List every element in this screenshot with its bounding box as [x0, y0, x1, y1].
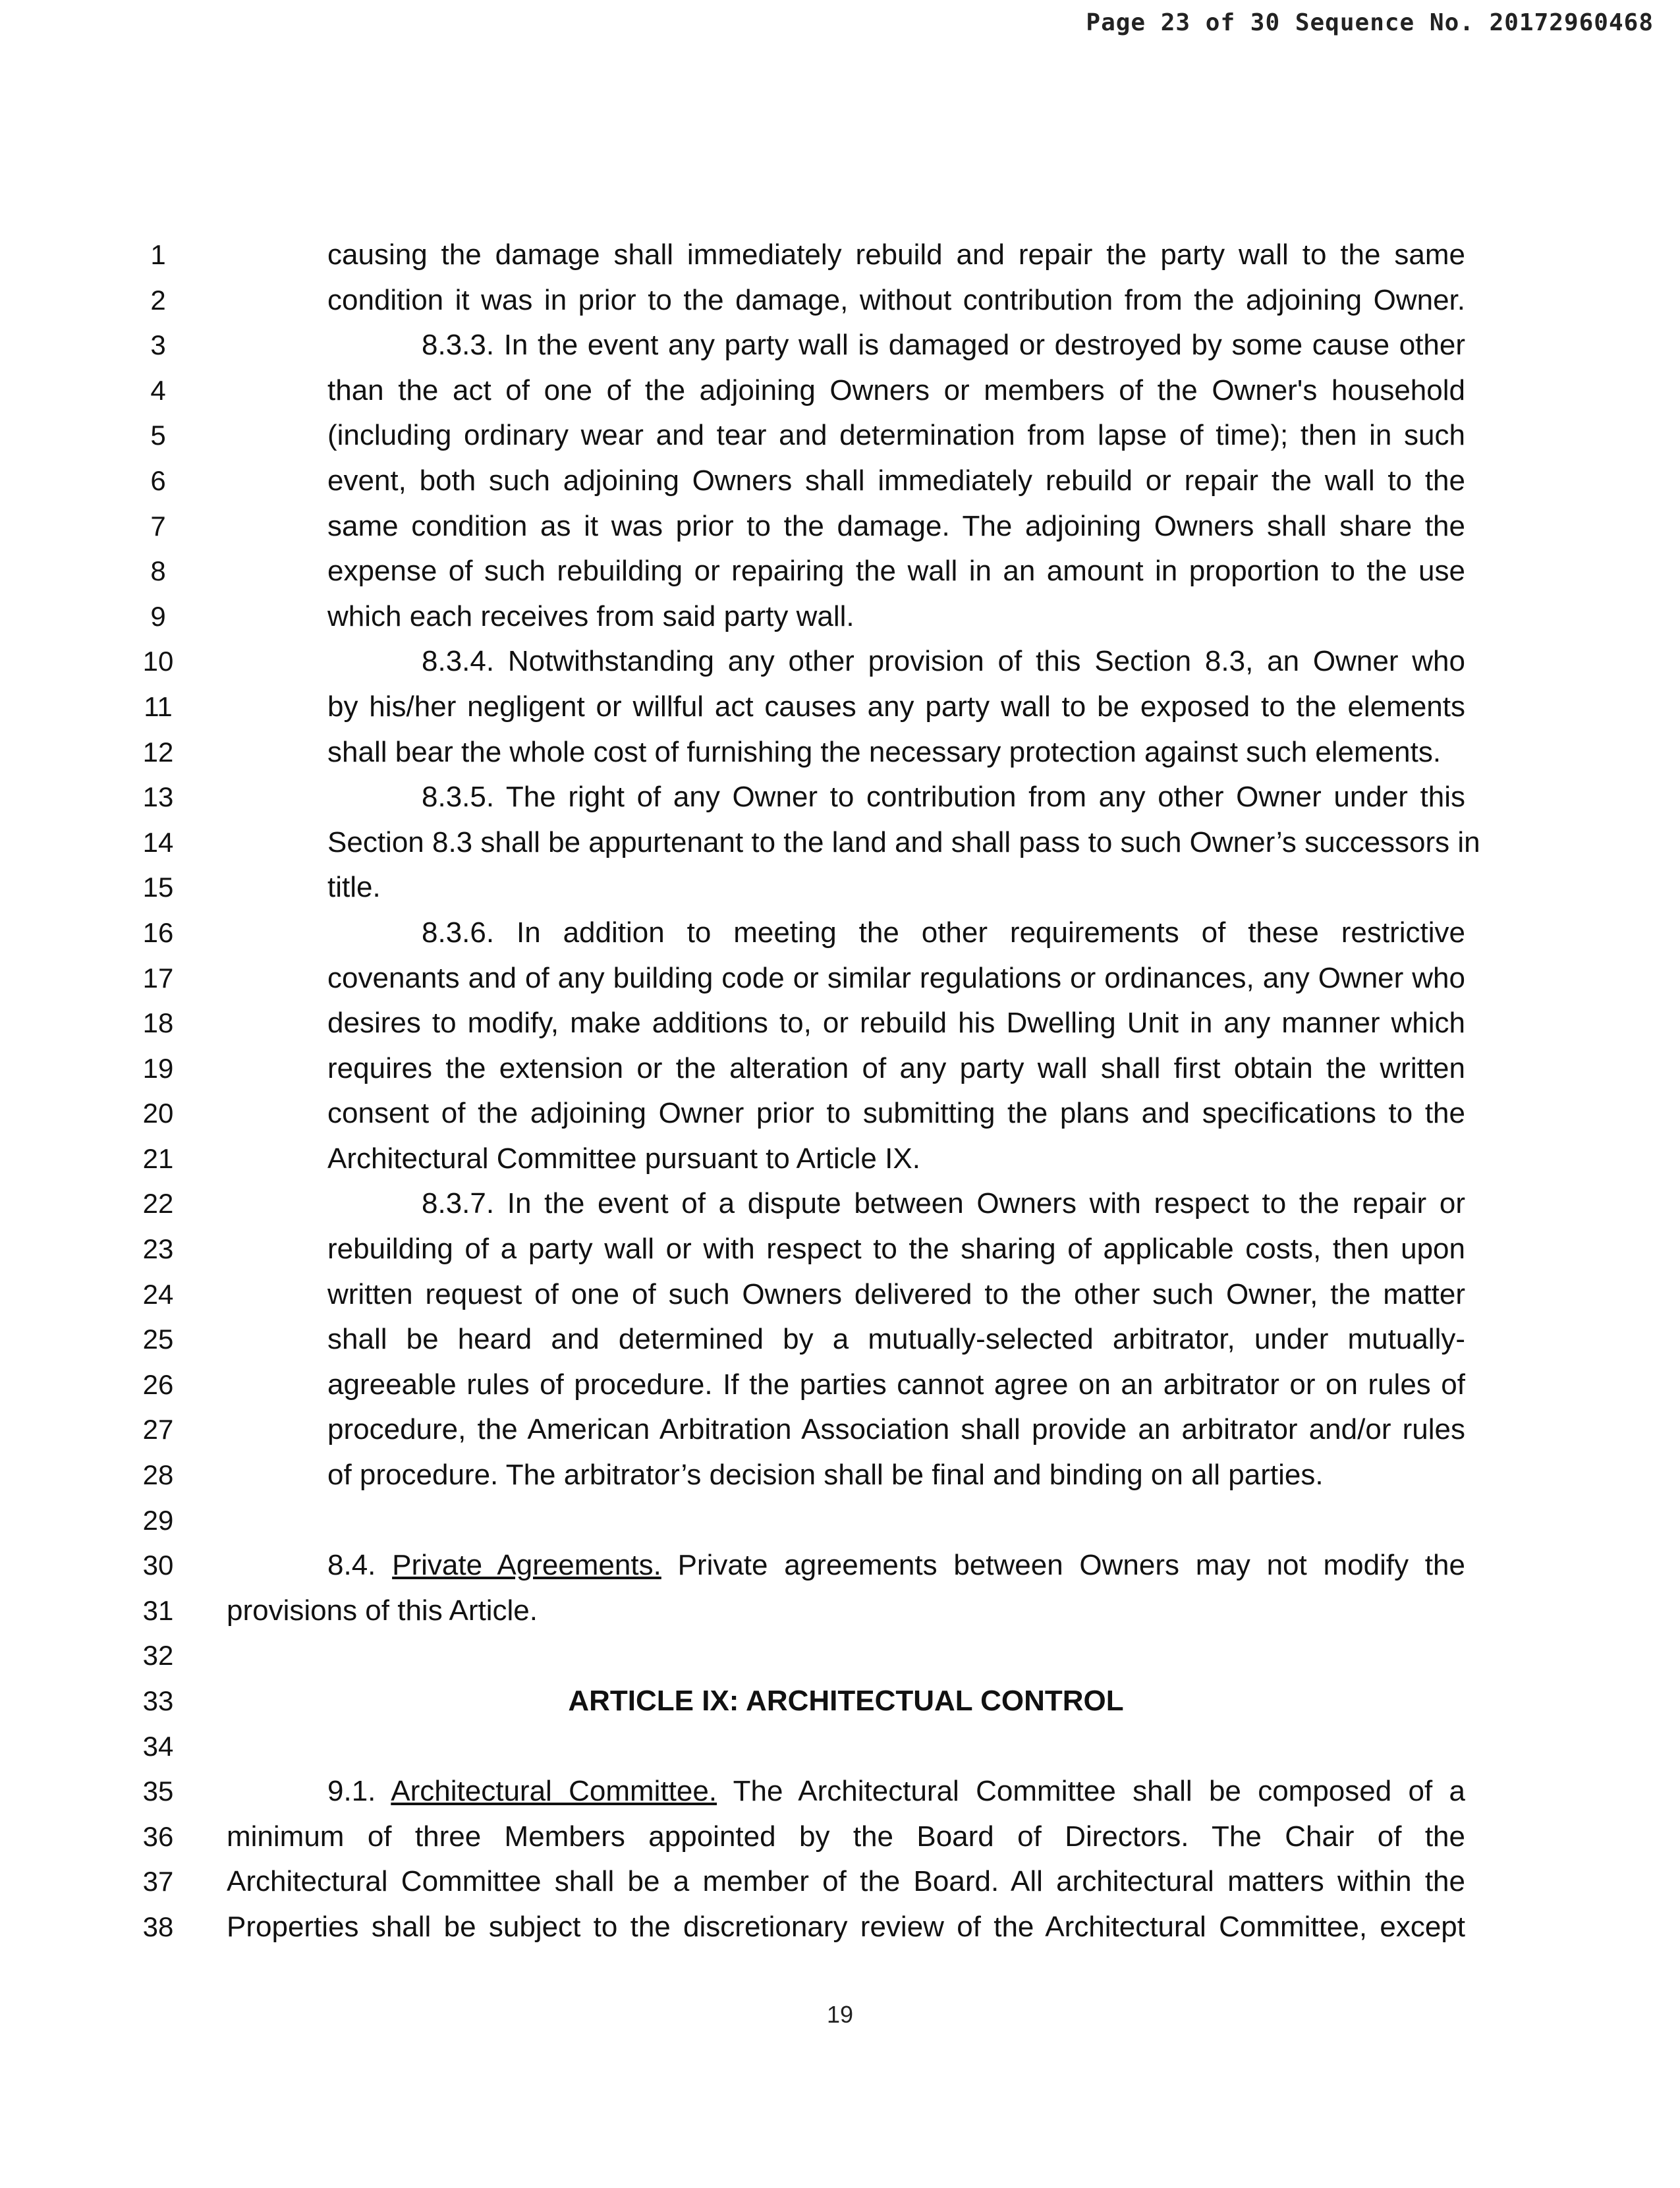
- line-number: 15: [142, 872, 174, 903]
- line-2: [0, 281, 1680, 327]
- line-text: agreeable rules of procedure. If the parties cannot agree on an arbitrator or on rules of: [327, 1368, 1465, 1401]
- line-number: 6: [150, 464, 166, 496]
- line-number: 8: [150, 555, 166, 587]
- line-text: event, both such adjoining Owners shall immediately rebuild or repair the wall to the: [327, 464, 1465, 497]
- line-number: 36: [142, 1820, 174, 1852]
- section-text: The Architectural Committee shall be composed of a: [733, 1775, 1466, 1808]
- line-11: [0, 688, 1680, 733]
- line-number: 16: [142, 916, 174, 948]
- line-number: 29: [142, 1504, 174, 1536]
- line-26: [0, 1366, 1680, 1411]
- line-text: 8.3.5. The right of any Owner to contribution from any other Owner under this: [422, 781, 1465, 814]
- line-number: 13: [142, 781, 174, 813]
- line-4: [0, 372, 1680, 417]
- line-18: [0, 1004, 1680, 1050]
- line-15: [0, 868, 1680, 914]
- line-number: 20: [142, 1098, 174, 1129]
- line-number: 7: [150, 510, 166, 542]
- line-text: procedure, the American Arbitration Association shall provide an arbitrator and/or rules: [327, 1413, 1465, 1446]
- line-text: Architectural Committee shall be a member of the Board. All architectural matters within the: [227, 1865, 1465, 1898]
- line-29: [0, 1501, 1680, 1547]
- line-34: [0, 1727, 1680, 1773]
- line-12: [0, 733, 1680, 779]
- line-number: 5: [150, 420, 166, 451]
- line-number: 22: [142, 1188, 174, 1220]
- line-number: 3: [150, 329, 166, 361]
- line-number: 28: [142, 1459, 174, 1491]
- line-number: 9: [150, 600, 166, 632]
- line-text: provisions of this Article.: [227, 1594, 538, 1627]
- line-text: minimum of three Members appointed by the Board of Directors. The Chair of the: [227, 1820, 1465, 1853]
- document-body: [0, 236, 1680, 1953]
- line-text: condition it was in prior to the damage, without contribution from the adjoining Owner.: [327, 283, 1465, 316]
- page-number: 19: [826, 2001, 854, 2028]
- line-text: desires to modify, make additions to, or rebuild his Dwelling Unit in any manner which: [327, 1007, 1465, 1040]
- line-21: [0, 1140, 1680, 1185]
- line-text: requires the extension or the alteration of any party wall shall first obtain the written: [327, 1052, 1465, 1084]
- line-number: 30: [142, 1550, 174, 1581]
- line-text: consent of the adjoining Owner prior to submitting the plans and specifications to the: [327, 1097, 1465, 1130]
- line-text: by his/her negligent or willful act causes any party wall to be exposed to the elements: [327, 690, 1465, 723]
- line-number: 27: [142, 1414, 174, 1445]
- line-text: 8.3.6. In addition to meeting the other requirements of these restrictive: [422, 916, 1465, 949]
- line-text: covenants and of any building code or similar regulations or ordinances, any Owner who: [327, 961, 1465, 994]
- line-text: 8.3.3. In the event any party wall is damaged or destroyed by some cause other: [422, 329, 1465, 362]
- line-14: [0, 824, 1680, 869]
- line-text: (including ordinary wear and tear and determination from lapse of time); then in such: [327, 419, 1465, 452]
- line-text: 8.3.4. Notwithstanding any other provision of this Section 8.3, an Owner who: [422, 645, 1465, 678]
- line-20: [0, 1094, 1680, 1140]
- line-1: [0, 236, 1680, 281]
- line-text: of procedure. The arbitrator’s decision shall be final and binding on all parties.: [327, 1459, 1324, 1492]
- line-number: 37: [142, 1866, 174, 1897]
- line-25: [0, 1320, 1680, 1366]
- section-text: Private agreements between Owners may not modify the: [677, 1549, 1465, 1582]
- line-27: [0, 1411, 1680, 1456]
- line-text: title.: [327, 871, 381, 904]
- line-number: 4: [150, 374, 166, 406]
- line-text: shall be heard and determined by a mutually-selected arbitrator, under mutually-: [327, 1323, 1465, 1356]
- line-text: Section 8.3 shall be appurtenant to the land and shall pass to such Owner’s successors in: [327, 826, 1480, 858]
- line-text: which each receives from said party wall.: [327, 600, 854, 632]
- line-31: [0, 1592, 1680, 1637]
- line-5: [0, 416, 1680, 462]
- line-text: [327, 1772, 1465, 1810]
- line-text: [327, 1546, 1465, 1585]
- line-38: [0, 1908, 1680, 1953]
- line-text: 8.3.7. In the event of a dispute between Owners with respect to the repair or: [422, 1187, 1465, 1220]
- line-number: 11: [144, 690, 173, 722]
- line-text: same condition as it was prior to the damage. The adjoining Owners shall share the: [327, 509, 1465, 542]
- line-37: [0, 1863, 1680, 1908]
- line-number: 31: [142, 1594, 174, 1626]
- line-3: [0, 326, 1680, 372]
- line-10: [0, 642, 1680, 688]
- section-number: 9.1.: [327, 1775, 376, 1808]
- line-16: [0, 914, 1680, 959]
- line-19: [0, 1050, 1680, 1095]
- line-text: rebuilding of a party wall or with respect to the sharing of applicable costs, then upon: [327, 1233, 1465, 1266]
- line-number: 1: [150, 239, 166, 270]
- line-number: 12: [142, 736, 174, 768]
- article-heading: ARTICLE IX: ARCHITECTUAL CONTROL: [568, 1685, 1124, 1717]
- line-13: [0, 778, 1680, 824]
- line-28: [0, 1456, 1680, 1501]
- line-35: [0, 1772, 1680, 1818]
- line-text: Properties shall be subject to the discretionary review of the Architectural Committee, except: [227, 1910, 1465, 1943]
- line-number: 19: [142, 1052, 174, 1084]
- line-text: causing the damage shall immediately rebuild and repair the party wall to the same: [327, 238, 1465, 271]
- line-number: 25: [142, 1324, 174, 1355]
- line-number: 14: [142, 826, 174, 858]
- line-number: 33: [142, 1685, 174, 1716]
- line-text: shall bear the whole cost of furnishing the necessary protection against such elements.: [327, 735, 1442, 768]
- section-number: 8.4.: [327, 1549, 376, 1582]
- line-number: 32: [142, 1640, 174, 1671]
- line-7: [0, 507, 1680, 553]
- line-number: 18: [142, 1007, 174, 1039]
- line-33: [0, 1682, 1680, 1727]
- line-23: [0, 1230, 1680, 1276]
- line-number: 23: [142, 1233, 174, 1265]
- line-number: 38: [142, 1911, 174, 1942]
- line-6: [0, 462, 1680, 507]
- line-number: 17: [142, 962, 174, 994]
- line-number: 35: [142, 1776, 174, 1807]
- line-number: 10: [142, 646, 174, 677]
- line-number: 34: [142, 1730, 174, 1762]
- line-22: [0, 1185, 1680, 1230]
- page-header: Page 23 of 30 Sequence No. 20172960468: [1086, 9, 1654, 36]
- line-text: Architectural Committee pursuant to Article IX.: [327, 1142, 920, 1175]
- line-number: 21: [142, 1142, 174, 1174]
- section-title: Private Agreements.: [392, 1549, 661, 1582]
- line-30: [0, 1546, 1680, 1592]
- section-title: Architectural Committee.: [391, 1775, 717, 1808]
- line-number: 2: [150, 284, 166, 316]
- line-text: expense of such rebuilding or repairing the wall in an amount in proportion to the use: [327, 555, 1465, 588]
- line-17: [0, 959, 1680, 1005]
- line-number: 26: [142, 1368, 174, 1400]
- line-36: [0, 1818, 1680, 1863]
- line-8: [0, 552, 1680, 598]
- line-text: written request of one of such Owners delivered to the other such Owner, the matter: [327, 1277, 1465, 1310]
- line-24: [0, 1276, 1680, 1321]
- line-number: 24: [142, 1278, 174, 1310]
- line-9: [0, 598, 1680, 643]
- line-32: [0, 1637, 1680, 1682]
- line-text: than the act of one of the adjoining Owners or members of the Owner's household: [327, 374, 1465, 407]
